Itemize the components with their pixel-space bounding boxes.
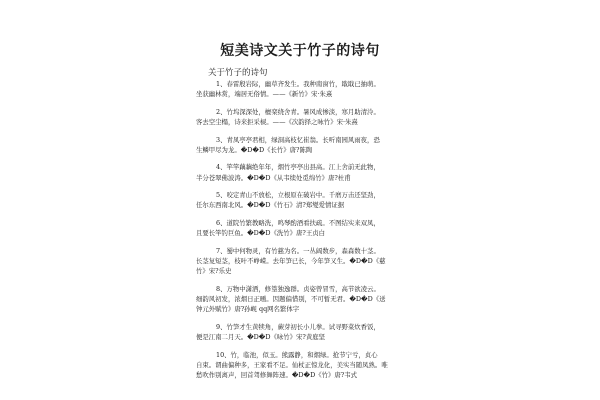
- poem-line: 4、竿竿藕藕绝年年，烟竹亭亭出县高。江上舍前无此物，: [216, 163, 380, 172]
- poem-line: 竹》宋?乐史: [196, 267, 232, 276]
- list-item: [196, 284, 408, 315]
- list-item: [196, 350, 408, 381]
- poem-line: 且要长竿钓巨鱼。�D�D《洗竹》唐?王贞白: [196, 229, 326, 238]
- poem-list: [196, 79, 408, 388]
- section-heading: 关于竹子的诗句: [208, 68, 268, 78]
- poem-line: 5、咬定青山不放松，立根原在破岩中。千磨万击还坚劲，: [216, 191, 380, 200]
- list-item: [196, 218, 408, 239]
- poem-line: 钟元外赋竹》唐?孙岘 qq网名繁体字: [196, 305, 300, 314]
- poem-line: 坐获幽林赏，端居无俗情。——《新竹》宋·朱熹: [196, 90, 333, 99]
- list-item: [196, 107, 408, 128]
- list-item: [196, 190, 408, 211]
- poem-line: 客去空尘榻，诗来拒采棂。——《次韵择之咏竹》宋·朱熹: [196, 118, 358, 127]
- poem-line: 长茎复短茎，枝叶不峥嵘。去年笋已长，今年笋又生。�D�D《慈: [196, 256, 386, 265]
- poem-line: 7、蜀中何物灵，有竹慈为名。一丛阔数步，森森数十茎。: [216, 246, 380, 255]
- poem-line: 9、竹笋才生黄犊角，蕨芽初长小儿拳。试寻野菜炊香饭，: [216, 322, 380, 331]
- list-item: [196, 79, 408, 100]
- list-item: [196, 322, 408, 343]
- poem-line: 2、竹坞深深处，檀栾绕舍青。暑风成惨淡，寒月助清泠。: [216, 107, 380, 116]
- poem-line: 3、青凤亭亭君相，绿洞高枝忆崔翁。长听南园风雨夜，恐: [216, 135, 380, 144]
- list-item: [196, 162, 408, 183]
- poem-line: 6、道院竹繁教略洗，鸣琴酌酒看扶疏。不图结实来双凤，: [216, 218, 380, 227]
- list-item: [196, 246, 408, 277]
- poem-line: 自束。谓曲偏种多，王家看不足。仙杖正惊龙化，美实当随凤熟。唯: [196, 360, 388, 369]
- poem-line: 生鳞甲尽为龙。�D�D《长竹》唐?陈陶: [196, 145, 313, 154]
- poem-line: 10、竹，临池，似玉。熊露静，和烟绿。抢节宁亏，贞心: [216, 350, 378, 359]
- list-item: [196, 135, 408, 156]
- poem-line: 愁吹作别离声，回首驾修舞阵速。�D�D《竹》唐?韦式: [196, 371, 357, 380]
- poem-line: 便是江南二月天。�D�D《咏竹》宋?黄庭坚: [196, 333, 326, 342]
- poem-line: 半分苍翠佛波涛。�D�D《从韦续处觅绵竹》唐?杜甫: [196, 173, 351, 182]
- poem-line: 细韵风初发，浓烟日正曛。因题偏惜别，不可暂无君。�D�D《送: [196, 295, 386, 304]
- poem-line: 8、万物中潇洒，修篁独逸群。贞姿曾冒雪，高节欲凌云。: [216, 284, 380, 293]
- document-title: 短美诗文关于竹子的诗句: [220, 43, 380, 59]
- poem-line: 任尔东西南北风。�D�D《竹石》清?郑燮爱情证据: [196, 201, 345, 210]
- poem-line: 1、春雷殷岩际，幽草齐发生。我种南窗竹，戢戢已抽萌。: [216, 80, 380, 88]
